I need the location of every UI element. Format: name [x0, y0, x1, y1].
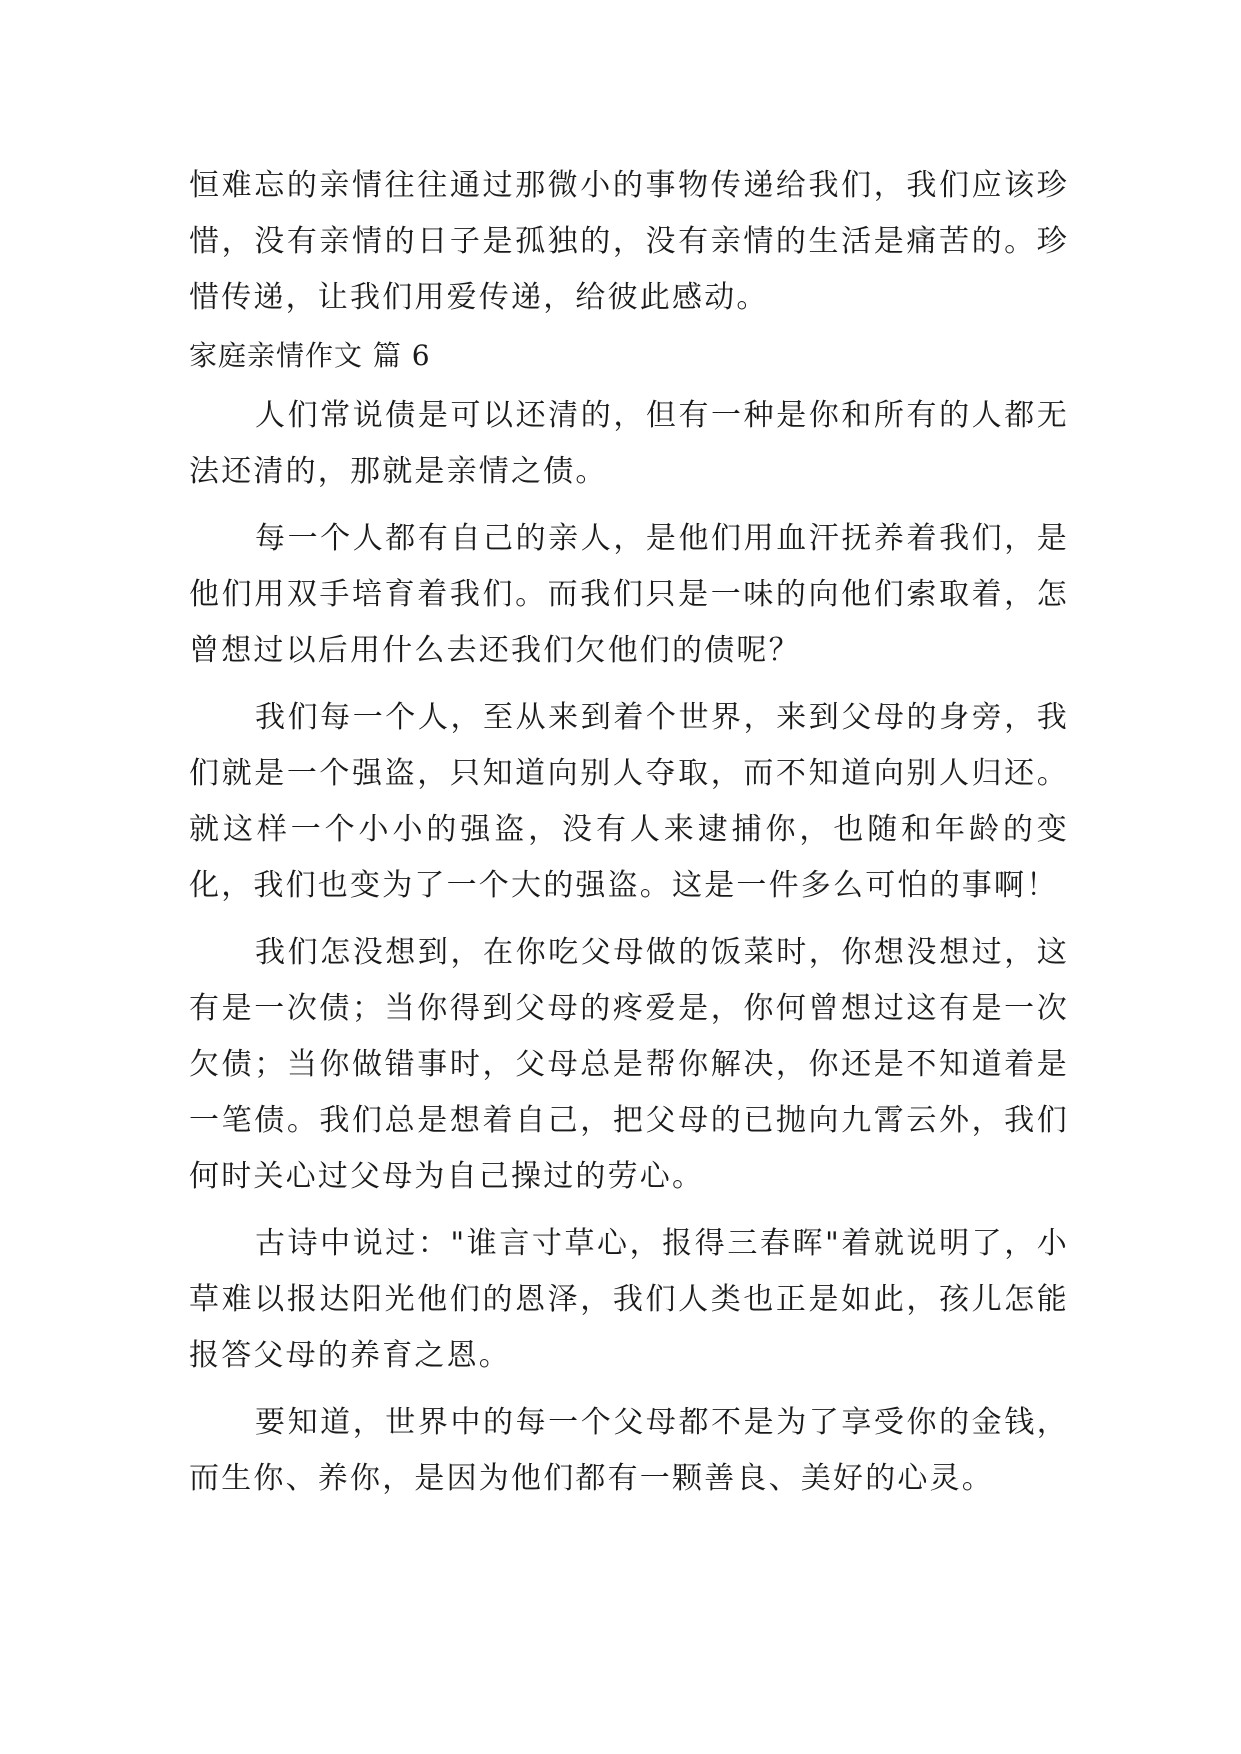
body-paragraph: 古诗中说过："谁言寸草心，报得三春晖"着就说明了，小草难以报达阳光他们的恩泽，我们人类也正是如此，孩儿怎能报答父母的养育之恩。 — [189, 1226, 1069, 1373]
body-paragraph: 要知道，世界中的每一个父母都不是为了享受你的金钱，而生你、养你，是因为他们都有一颗善良、美好的心灵。 — [189, 1405, 1069, 1496]
body-paragraph: 人们常说债是可以还清的，但有一种是你和所有的人都无法还清的，那就是亲情之债。 — [189, 398, 1069, 489]
body-paragraph: 每一个人都有自己的亲人，是他们用血汗抚养着我们，是他们用双手培育着我们。而我们只是一味的向他们索取着，怎曾想过以后用什么去还我们欠他们的债呢？ — [189, 521, 1069, 668]
body-paragraph: 我们怎没想到，在你吃父母做的饭菜时，你想没想过，这有是一次债；当你得到父母的疼爱是，你何曾想过这有是一次欠债；当你做错事时，父母总是帮你解决，你还是不知道着是一笔债。我们总是想着自己，把父母的已抛向九霄云外，我们何时关心过父母为自己操过的劳心。 — [189, 935, 1069, 1194]
continued-paragraph: 恒难忘的亲情往往通过那微小的事物传递给我们，我们应该珍惜，没有亲情的日子是孤独的，没有亲情的生活是痛苦的。珍惜传递，让我们用爱传递，给彼此感动。 — [189, 168, 1069, 315]
document-body — [189, 158, 1069, 1518]
body-paragraph: 我们每一个人，至从来到着个世界，来到父母的身旁，我们就是一个强盗，只知道向别人夺取，而不知道向别人归还。就这样一个小小的强盗，没有人来逮捕你，也随和年龄的变化，我们也变为了一个大的强盗。这是一件多么可怕的事啊！ — [189, 700, 1069, 903]
section-heading: 家庭亲情作文 篇 6 — [189, 339, 431, 372]
